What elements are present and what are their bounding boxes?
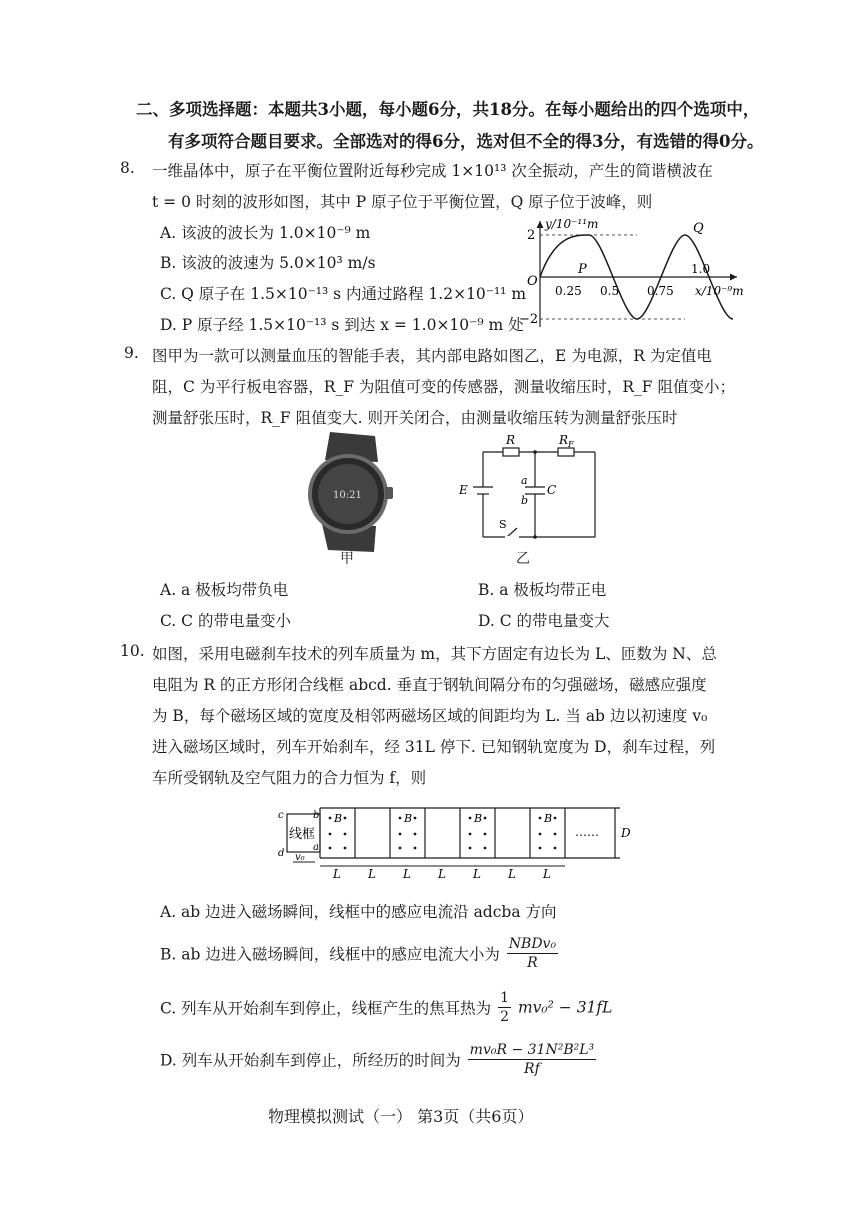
q10-stem-line5: 车所受钢轨及空气阻力的合力恒为 f，则 [152, 769, 427, 787]
circuit-label-c: C [547, 483, 557, 497]
q8-number: 8. [120, 159, 135, 177]
q10-option-a: A. ab 边进入磁场瞬间，线框中的感应电流沿 adcba 方向 [160, 903, 557, 921]
fig-frame-label: 线框 [289, 827, 316, 842]
fig-b-2: B [404, 812, 413, 825]
q10-option-c-tail: mv₀² − 31fL [517, 998, 613, 1017]
graph-ytick-neg2: −2 [519, 312, 539, 327]
q10-option-c [160, 990, 612, 1025]
q9-option-a: A. a 极板均带负电 [160, 581, 289, 599]
q10-option-c-num: 1 [500, 990, 510, 1006]
graph-xtick-05: 0.5 [600, 284, 620, 298]
q10-stem-line1: 如图，采用电磁刹车技术的列车质量为 m，其下方固定有边长为 L、匝数为 N、总 [152, 645, 717, 663]
fig-corner-a: a [313, 842, 319, 853]
section-heading-line2: 有多项符合题目要求。全部选对的得6分，选对但不全的得3分，有选错的得0分。 [168, 132, 764, 151]
q8-wave-graph [505, 215, 755, 335]
fig-l-5: L [473, 867, 481, 880]
q10-number: 10. [120, 642, 145, 660]
watch-face-time: 10:21 [333, 490, 362, 501]
magnetic-field-diagram [275, 800, 645, 880]
fig-corner-d: d [278, 848, 285, 859]
q10-option-d [160, 1042, 598, 1077]
graph-xtick-025: 0.25 [555, 284, 582, 298]
fig-dots: …… [575, 825, 599, 839]
q8-option-d: D. P 原子经 1.5×10⁻¹³ s 到达 x = 1.0×10⁻⁹ m 处 [160, 316, 524, 334]
q8-option-a: A. 该波的波长为 1.0×10⁻⁹ m [160, 224, 371, 242]
q9-option-d: D. C 的带电量变大 [478, 612, 610, 630]
q9-stem-line2: 阻，C 为平行板电容器，R_F 为阻值可变的传感器，测量收缩压时，R_F 阻值变小； [152, 378, 735, 396]
q10-option-b-num: NBDv₀ [508, 936, 557, 952]
q10-option-d-num: mv₀R − 31N²B²L³ [469, 1042, 595, 1058]
fig-d: D [621, 826, 631, 840]
q8-stem-line1: 一维晶体中，原子在平衡位置附近每秒完成 1×10¹³ 次全振动，产生的简谐横波在 [152, 162, 713, 180]
fig-l-3: L [403, 867, 411, 880]
q10-option-b [160, 936, 560, 971]
graph-point-q: Q [693, 221, 704, 236]
q10-option-b-den: R [527, 955, 538, 971]
graph-ytick-2: 2 [527, 228, 536, 243]
fig-b-4: B [544, 812, 553, 825]
q10-option-d-den: Rf [524, 1061, 540, 1077]
graph-point-p: P [578, 262, 587, 277]
q10-option-c-den: 2 [500, 1009, 510, 1025]
circuit-diagram [455, 432, 615, 542]
circuit-label-r: R [506, 433, 516, 447]
circuit-label-b: b [521, 494, 529, 507]
q10-stem-line4: 进入磁场区域时，列车开始刹车，经 31L 停下. 已知钢轨宽度为 D，刹车过程，列 [152, 738, 716, 756]
q10-option-b-fraction [507, 936, 558, 971]
graph-xlabel: x/10⁻⁹m [695, 284, 744, 298]
circuit-label-s: S [499, 518, 507, 531]
circuit-label-rf: $R_F$ [559, 433, 574, 449]
q10-stem-line2: 电阻为 R 的正方形闭合线框 abcd. 垂直于钢轨间隔分布的匀强磁场，磁感应强度 [152, 676, 707, 694]
graph-xtick-075: 0.75 [647, 284, 674, 298]
q9-number: 9. [124, 344, 139, 362]
page-footer: 物理模拟测试（一） 第3页（共6页） [268, 1107, 534, 1126]
q10-option-d-fraction [468, 1042, 596, 1077]
q10-option-c-fraction [498, 990, 511, 1025]
q10-option-c-text: C. 列车从开始刹车到停止，线框产生的焦耳热为 [160, 999, 492, 1018]
q10-stem-line3: 为 B，每个磁场区域的宽度及相邻两磁场区域的间距均为 L. 当 ab 边以初速度 v₀ [152, 707, 708, 725]
fig-b-1: B [334, 812, 343, 825]
fig-l-4: L [438, 867, 446, 880]
caption-yi: 乙 [516, 551, 530, 567]
q9-stem-line3: 测量舒张压时，R_F 阻值变大. 则开关闭合，由测量收缩压转为测量舒张压时 [152, 409, 678, 427]
fig-l-6: L [508, 867, 516, 880]
graph-origin: O [527, 274, 538, 289]
circuit-label-a: a [521, 474, 528, 487]
fig-corner-b: b [313, 810, 320, 821]
section-heading-line1: 二、多项选择题：本题共3小题，每小题6分，共18分。在每小题给出的四个选项中， [136, 100, 760, 119]
q9-option-c: C. C 的带电量变小 [160, 612, 291, 630]
fig-b-3: B [474, 812, 483, 825]
q10-option-b-text: B. ab 边进入磁场瞬间，线框中的感应电流大小为 [160, 945, 500, 964]
q8-stem-line2: t = 0 时刻的波形如图，其中 P 原子位于平衡位置，Q 原子位于波峰，则 [152, 193, 653, 211]
circuit-label-e: E [459, 483, 468, 497]
q10-option-d-text: D. 列车从开始刹车到停止，所经历的时间为 [160, 1051, 461, 1070]
graph-xtick-10: 1.0 [691, 262, 711, 276]
fig-l-1: L [333, 867, 341, 880]
q9-stem-line1: 图甲为一款可以测量血压的智能手表，其内部电路如图乙，E 为电源，R 为定值电 [152, 347, 712, 365]
graph-ylabel: y/10⁻¹¹m [545, 217, 599, 231]
fig-v0: v₀ [295, 852, 305, 863]
fig-l-2: L [368, 867, 376, 880]
fig-l-7: L [543, 867, 551, 880]
fig-corner-c: c [278, 810, 284, 821]
caption-jia: 甲 [340, 551, 354, 567]
q9-option-b: B. a 极板均带正电 [478, 581, 607, 599]
q8-option-b: B. 该波的波速为 5.0×10³ m/s [160, 254, 376, 272]
q8-option-c: C. Q 原子在 1.5×10⁻¹³ s 内通过路程 1.2×10⁻¹¹ m [160, 285, 527, 303]
smartwatch-image [290, 432, 400, 552]
